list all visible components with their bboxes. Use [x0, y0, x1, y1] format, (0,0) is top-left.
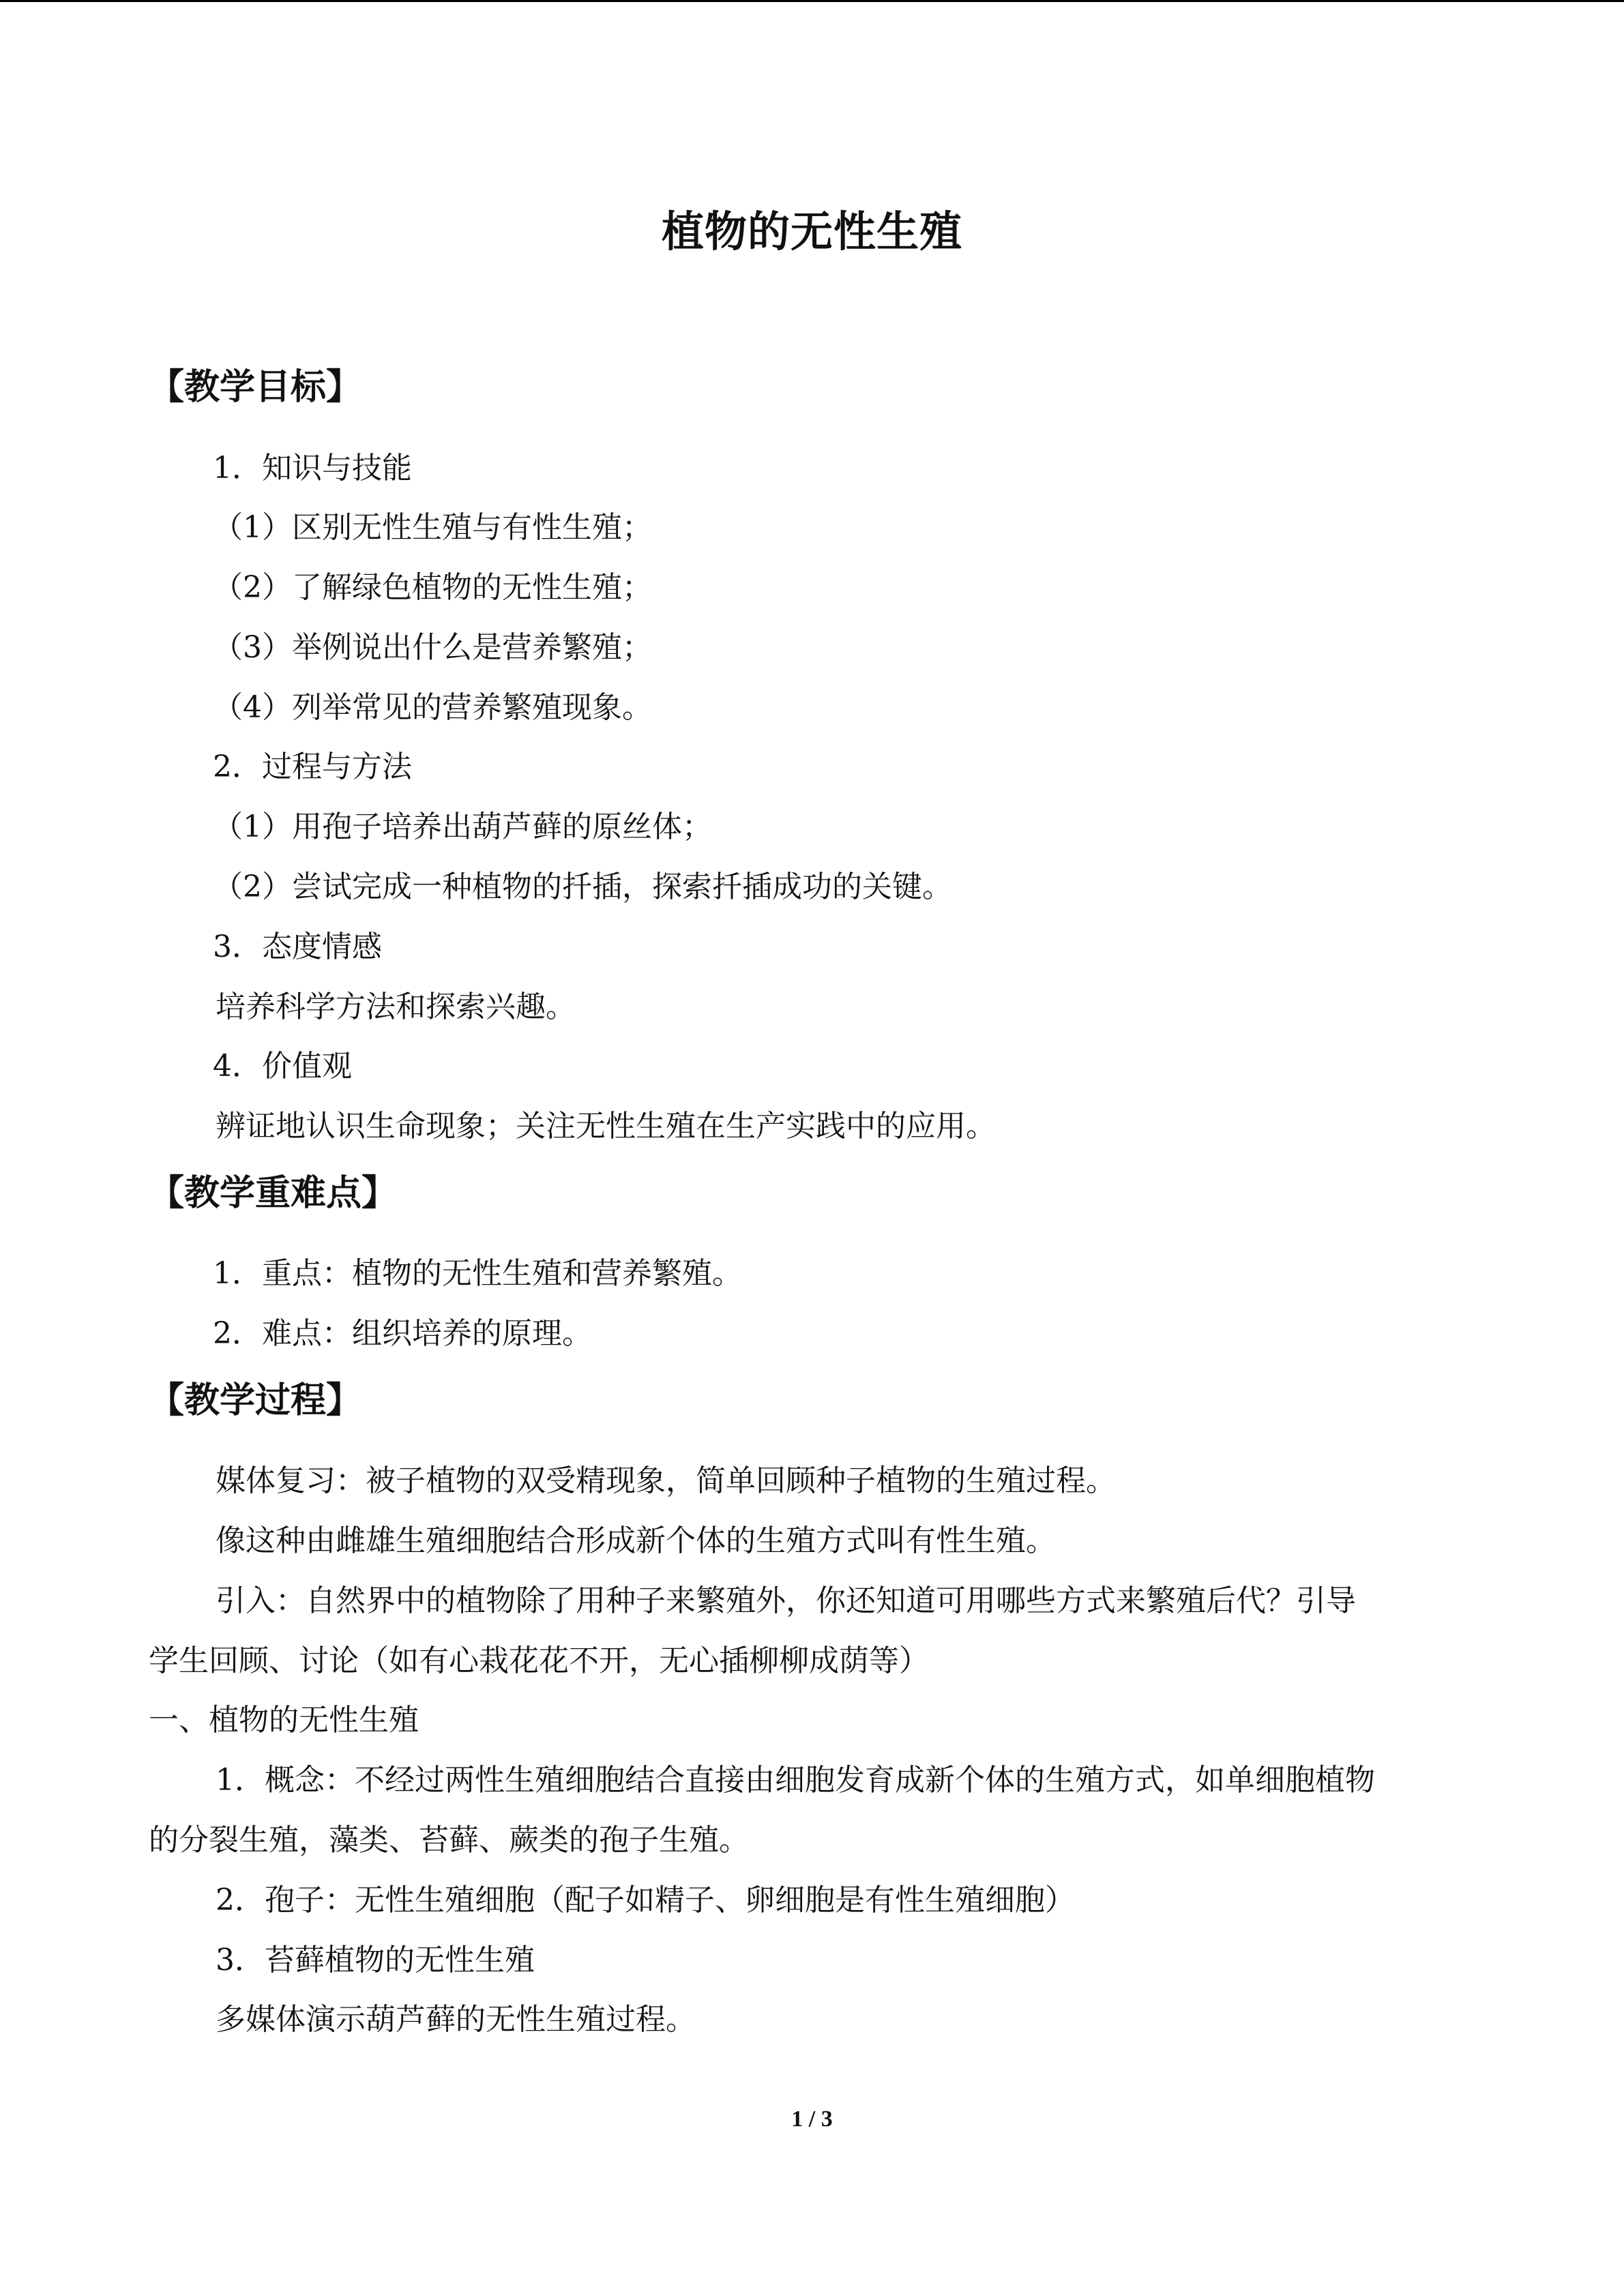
process-paragraph: 引入：自然界中的植物除了用种子来繁殖外，你还知道可用哪些方式来繁殖后代？引导	[216, 1583, 1356, 1618]
keypoints-item: 2．难点：组织培养的原理。	[213, 1316, 592, 1351]
goals-item: （3）举例说出什么是营养繁殖；	[213, 630, 652, 665]
process-paragraph: 像这种由雌雄生殖细胞结合形成新个体的生殖方式叫有性生殖。	[216, 1523, 1056, 1558]
process-paragraph: 1．概念：不经过两性生殖细胞结合直接由细胞发育成新个体的生殖方式，如单细胞植物	[216, 1763, 1375, 1798]
process-paragraph: 2．孢子：无性生殖细胞（配子如精子、卵细胞是有性生殖细胞）	[216, 1883, 1075, 1918]
keypoints-item: 1．重点：植物的无性生殖和营养繁殖。	[213, 1256, 742, 1291]
goals-item: 4．价值观	[213, 1049, 352, 1084]
process-paragraph: 媒体复习：被子植物的双受精现象，简单回顾种子植物的生殖过程。	[216, 1463, 1116, 1498]
goals-item: 2．过程与方法	[213, 749, 412, 784]
process-paragraph: 的分裂生殖，藻类、苔藓、蕨类的孢子生殖。	[149, 1823, 749, 1858]
section-heading-keypoints: 【教学重难点】	[149, 1172, 398, 1214]
section-heading-goals: 【教学目标】	[149, 366, 362, 408]
goals-item: （2）尝试完成一种植物的扦插，探索扦插成功的关键。	[213, 869, 952, 904]
process-paragraph: 学生回顾、讨论（如有心栽花花不开，无心插柳柳成荫等）	[149, 1643, 929, 1678]
process-paragraph: 3．苔藓植物的无性生殖	[216, 1943, 535, 1978]
goals-item: （1）用孢子培养出葫芦藓的原丝体；	[213, 809, 712, 844]
page-title: 植物的无性生殖	[661, 207, 962, 256]
goals-item: （1）区别无性生殖与有性生殖；	[213, 510, 652, 545]
goals-item: （4）列举常见的营养繁殖现象。	[213, 690, 652, 725]
goals-item: 3．态度情感	[213, 929, 382, 964]
process-subheading: 一、植物的无性生殖	[149, 1703, 419, 1738]
goals-item: 1．知识与技能	[213, 451, 412, 486]
page-number: 1 / 3	[791, 2106, 833, 2132]
top-border-line	[0, 0, 1624, 2]
goals-item: （2）了解绿色植物的无性生殖；	[213, 570, 652, 605]
section-heading-process: 【教学过程】	[149, 1380, 362, 1421]
goals-item: 培养科学方法和探索兴趣。	[216, 989, 576, 1024]
goals-item: 辨证地认识生命现象；关注无性生殖在生产实践中的应用。	[216, 1109, 996, 1144]
process-paragraph: 多媒体演示葫芦藓的无性生殖过程。	[216, 2002, 696, 2037]
